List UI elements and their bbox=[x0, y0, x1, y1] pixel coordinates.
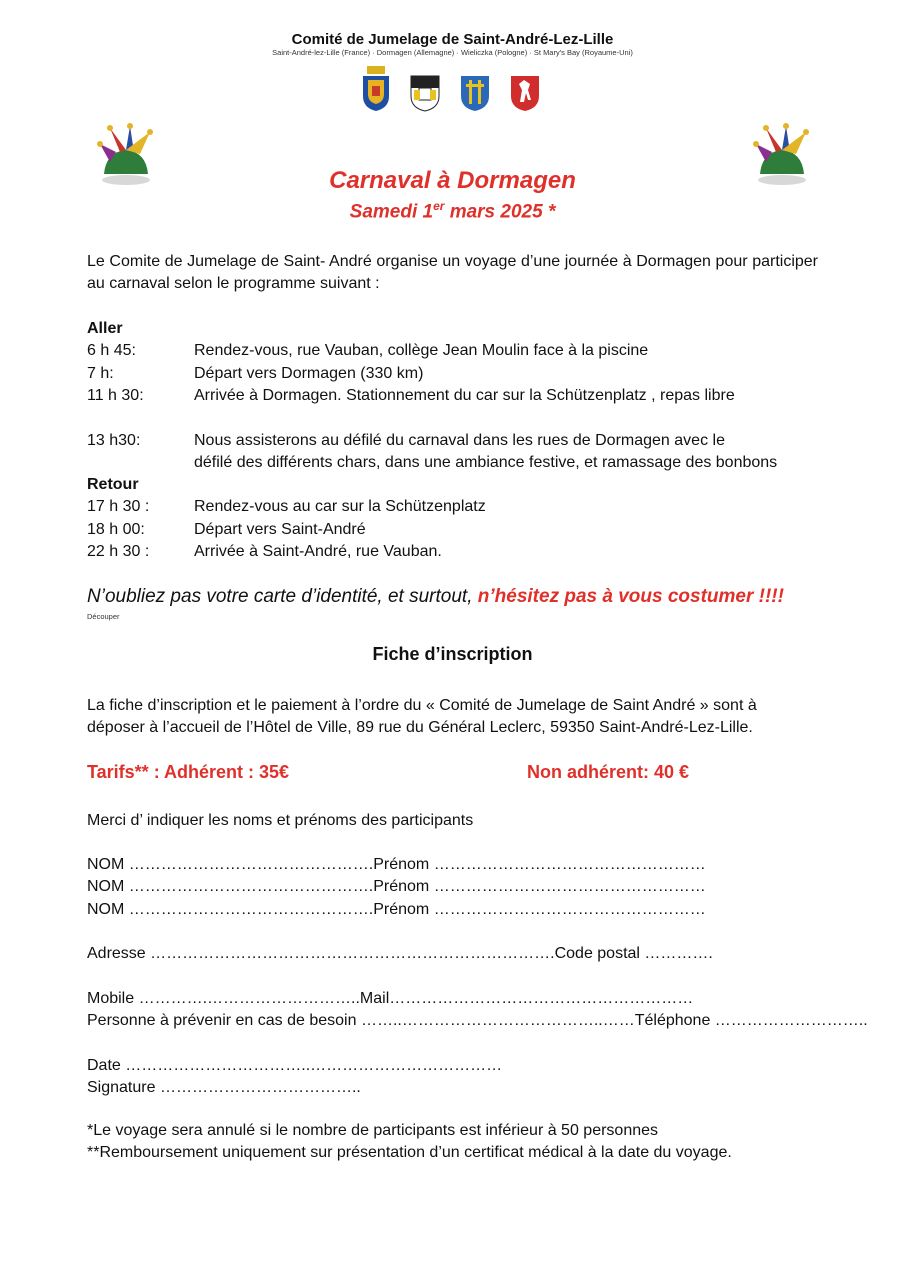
name-field-1[interactable]: NOM ……………………………………….Prénom …………………………………………… bbox=[87, 856, 706, 873]
aller-time-3: 11 h 30: bbox=[87, 387, 144, 404]
aller-text-1: Rendez-vous, rue Vauban, collège Jean Moulin face à la piscine bbox=[194, 342, 649, 359]
town-crests bbox=[358, 66, 548, 114]
signature-field[interactable]: Signature ……………………………….. bbox=[87, 1079, 361, 1096]
retour-time-2: 18 h 00: bbox=[87, 521, 145, 538]
retour-time-1: 17 h 30 : bbox=[87, 498, 150, 515]
emergency-contact-field[interactable]: Personne à prévenir en cas de besoin ……..………………………………..……Téléphone ……………………….. bbox=[87, 1012, 868, 1029]
committee-title: Comité de Jumelage de Saint-André-Lez-Lille bbox=[291, 31, 614, 48]
tarif-member: Tarifs** : Adhérent : 35€ bbox=[87, 762, 290, 782]
retour-text-1: Rendez-vous au car sur la Schützenplatz bbox=[194, 498, 486, 515]
intro-paragraph: Le Comite de Jumelage de Saint- André organise un voyage d’une journée à Dormagen pour participer au carnaval selon le programme suivant : bbox=[87, 253, 818, 292]
aller-text-4: Nous assisterons au défilé du carnaval dans les rues de Dormagen avec le bbox=[194, 432, 725, 449]
retour-heading: Retour bbox=[87, 476, 139, 493]
aller-time-2: 7 h: bbox=[87, 365, 114, 382]
wieliczka-crest-icon bbox=[460, 66, 490, 112]
note-refund: **Remboursement uniquement sur présentation d’un certificat médical à la date du voyage. bbox=[87, 1144, 732, 1161]
mobile-mail-field[interactable]: Mobile ………….………………………..Mail………………………………………………… bbox=[87, 990, 694, 1007]
aller-text-4-cont: défilé des différents chars, dans une ambiance festive, et ramassage des bonbons bbox=[194, 454, 778, 471]
event-title: Carnaval à Dormagen bbox=[329, 167, 576, 194]
aller-time-1: 6 h 45: bbox=[87, 342, 136, 359]
saint-andre-crest-icon bbox=[361, 66, 391, 112]
reminder-line: N’oubliez pas votre carte d’identité, et surtout, n’hésitez pas à vous costumer !!!! bbox=[87, 586, 784, 607]
note-cancellation: *Le voyage sera annulé si le nombre de participants est inférieur à 50 personnes bbox=[87, 1122, 659, 1139]
aller-text-3: Arrivée à Dormagen. Stationnement du car sur la Schützenplatz , repas libre bbox=[194, 387, 735, 404]
retour-text-2: Départ vers Saint-André bbox=[194, 521, 366, 538]
form-instructions-1: La fiche d’inscription et le paiement à l’ordre du « Comité de Jumelage de Saint André » sont à bbox=[87, 697, 757, 714]
cut-label: Découper bbox=[87, 612, 120, 621]
date-field[interactable]: Date ……………………………..……………………………… bbox=[87, 1057, 503, 1074]
event-date: Samedi 1er mars 2025 * bbox=[349, 199, 556, 223]
form-title: Fiche d’inscription bbox=[372, 644, 533, 664]
retour-time-3: 22 h 30 : bbox=[87, 543, 150, 560]
name-field-3[interactable]: NOM ……………………………………….Prénom …………………………………………… bbox=[87, 901, 706, 918]
dormagen-crest-icon bbox=[410, 66, 440, 112]
form-instructions-2: déposer à l’accueil de l’Hôtel de Ville, 89 rue du Général Leclerc, 59350 Saint-André-Lez-Lille. bbox=[87, 719, 753, 736]
participants-prompt: Merci d’ indiquer les noms et prénoms des participants bbox=[87, 812, 474, 829]
aller-text-2: Départ vers Dormagen (330 km) bbox=[194, 365, 424, 382]
retour-text-3: Arrivée à Saint-André, rue Vauban. bbox=[194, 543, 442, 560]
address-field[interactable]: Adresse ………………………………………………………………….Code postal …………. bbox=[87, 945, 713, 962]
aller-heading: Aller bbox=[87, 320, 123, 337]
aller-time-4: 13 h30: bbox=[87, 432, 141, 449]
name-field-2[interactable]: NOM ……………………………………….Prénom …………………………………………… bbox=[87, 878, 706, 895]
tarif-nonmember: Non adhérent: 40 € bbox=[527, 762, 690, 782]
twin-towns-list: Saint-André-lez-Lille (France) · Dormagen (Allemagne) · Wieliczka (Pologne) · St Mary's Bay (Royaume-Uni) bbox=[272, 48, 633, 57]
st-marys-bay-crest-icon bbox=[510, 66, 540, 112]
